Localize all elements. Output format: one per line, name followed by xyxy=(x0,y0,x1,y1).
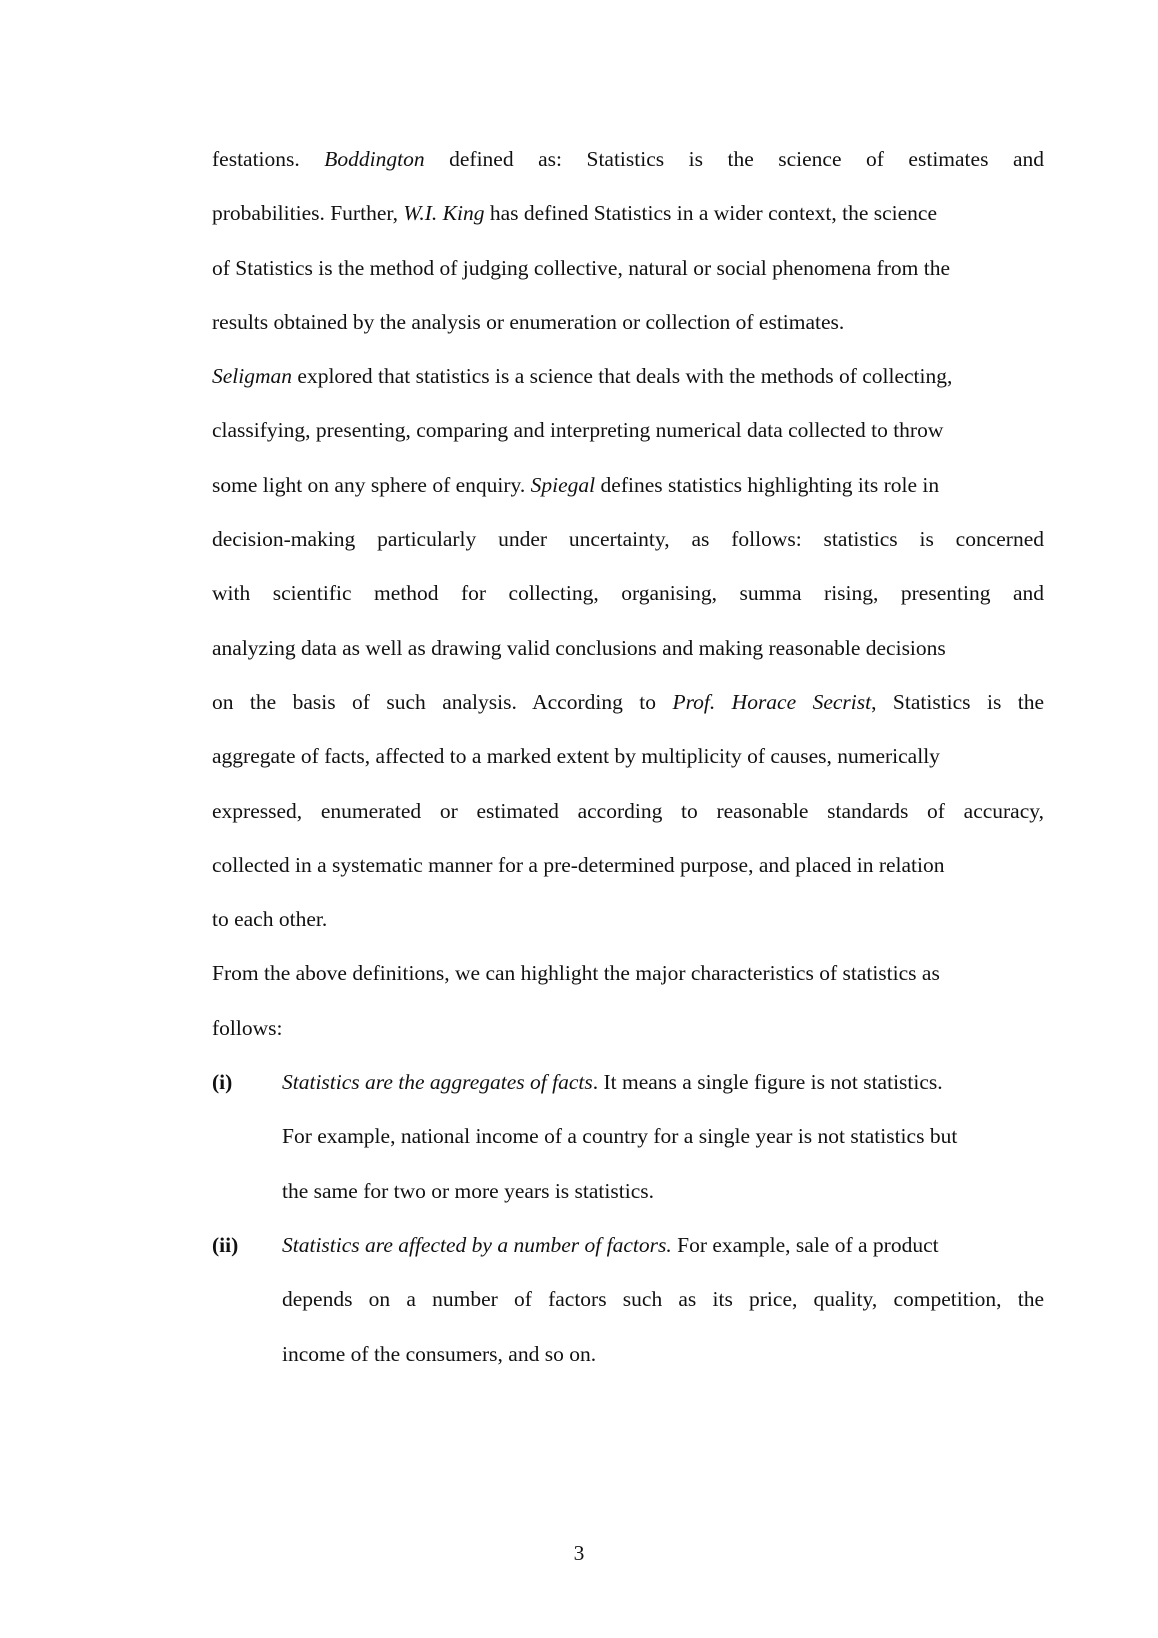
text-line xyxy=(212,784,1044,838)
text-segment: with scientific method for collecting, organising, summa rising, presenting and xyxy=(212,581,1044,606)
text-segment: From the above definitions, we can highlight the major characteristics of statistics as xyxy=(212,961,940,986)
text-segment: defined as: Statistics is the science of estimates and xyxy=(424,147,1044,171)
text-segment: festations. xyxy=(212,147,325,171)
page-body xyxy=(212,132,1044,1381)
italic-text: Statistics are the aggregates of facts xyxy=(282,1070,593,1095)
text-line xyxy=(212,349,1044,403)
text-line xyxy=(212,1001,1044,1055)
text-line xyxy=(212,892,1044,946)
text-segment: to each other. xyxy=(212,907,328,932)
paragraph xyxy=(212,946,1044,1055)
text-line xyxy=(212,621,1044,675)
text-segment: collected in a systematic manner for a pre-determined purpose, and placed in relation xyxy=(212,852,945,877)
text-line xyxy=(212,566,1044,620)
text-segment: . It means a single figure is not statistics. xyxy=(592,1070,943,1095)
text-line xyxy=(212,946,1044,1000)
text-segment: follows: xyxy=(212,1015,283,1040)
text-line xyxy=(212,675,1044,729)
text-line xyxy=(212,512,1044,566)
text-segment: defines statistics highlighting its role in xyxy=(595,472,940,497)
text-segment: For example, national income of a country for a single year is not statistics but xyxy=(282,1124,958,1149)
text-segment: has defined Statistics in a wider context, the science xyxy=(484,201,938,226)
list-item-body xyxy=(282,1055,1044,1218)
italic-text: Boddington xyxy=(324,147,425,171)
paragraph xyxy=(212,349,1044,946)
list-marker: (ii) xyxy=(212,1232,239,1257)
italic-text: Prof. Horace Secrist xyxy=(672,689,872,714)
text-line xyxy=(212,458,1044,512)
text-segment: explored that statistics is a science that deals with the methods of collecting, xyxy=(292,364,953,389)
list-item-body xyxy=(282,1218,1044,1381)
text-line xyxy=(282,1109,1044,1163)
text-line xyxy=(212,729,1044,783)
text-segment: on the basis of such analysis. According to xyxy=(212,689,673,714)
text-segment: income of the consumers, and so on. xyxy=(282,1341,597,1366)
text-line xyxy=(212,241,1044,295)
text-segment: probabilities. Further, xyxy=(212,201,404,226)
paragraph xyxy=(212,132,1044,349)
text-segment: For example, sale of a product xyxy=(671,1232,939,1257)
text-segment: aggregate of facts, affected to a marked extent by multiplicity of causes, numerically xyxy=(212,744,940,769)
text-line xyxy=(212,403,1044,457)
text-line xyxy=(282,1164,1044,1218)
text-line xyxy=(282,1327,1044,1381)
text-line xyxy=(282,1272,1044,1326)
list-marker: (i) xyxy=(212,1070,233,1095)
text-segment: results obtained by the analysis or enumeration or collection of estimates. xyxy=(212,309,845,334)
text-line xyxy=(212,838,1044,892)
italic-text: Spiegal xyxy=(530,472,596,497)
text-line xyxy=(212,295,1044,349)
text-segment: decision-making particularly under uncertainty, as follows: statistics is concerned xyxy=(212,527,1044,552)
text-segment: depends on a number of factors such as its price, quality, competition, the xyxy=(282,1287,1044,1312)
text-line xyxy=(282,1055,1044,1109)
page-number: 3 xyxy=(573,1541,585,1565)
list-item xyxy=(212,1055,1044,1218)
text-line xyxy=(282,1218,1044,1272)
text-segment: expressed, enumerated or estimated according to reasonable standards of accuracy, xyxy=(212,798,1044,823)
italic-text: W.I. King xyxy=(403,201,485,226)
text-line xyxy=(212,186,1044,240)
text-line xyxy=(212,132,1044,186)
italic-text: Seligman xyxy=(212,364,293,389)
text-segment: of Statistics is the method of judging collective, natural or social phenomena from the xyxy=(212,255,950,280)
text-segment: , Statistics is the xyxy=(871,689,1045,714)
text-segment: analyzing data as well as drawing valid conclusions and making reasonable decisions xyxy=(212,635,946,660)
text-segment: classifying, presenting, comparing and interpreting numerical data collected to throw xyxy=(212,418,944,443)
list-item xyxy=(212,1218,1044,1381)
text-segment: some light on any sphere of enquiry. xyxy=(212,472,531,497)
text-segment: the same for two or more years is statistics. xyxy=(282,1178,654,1203)
italic-text: Statistics are affected by a number of factors. xyxy=(282,1232,672,1257)
